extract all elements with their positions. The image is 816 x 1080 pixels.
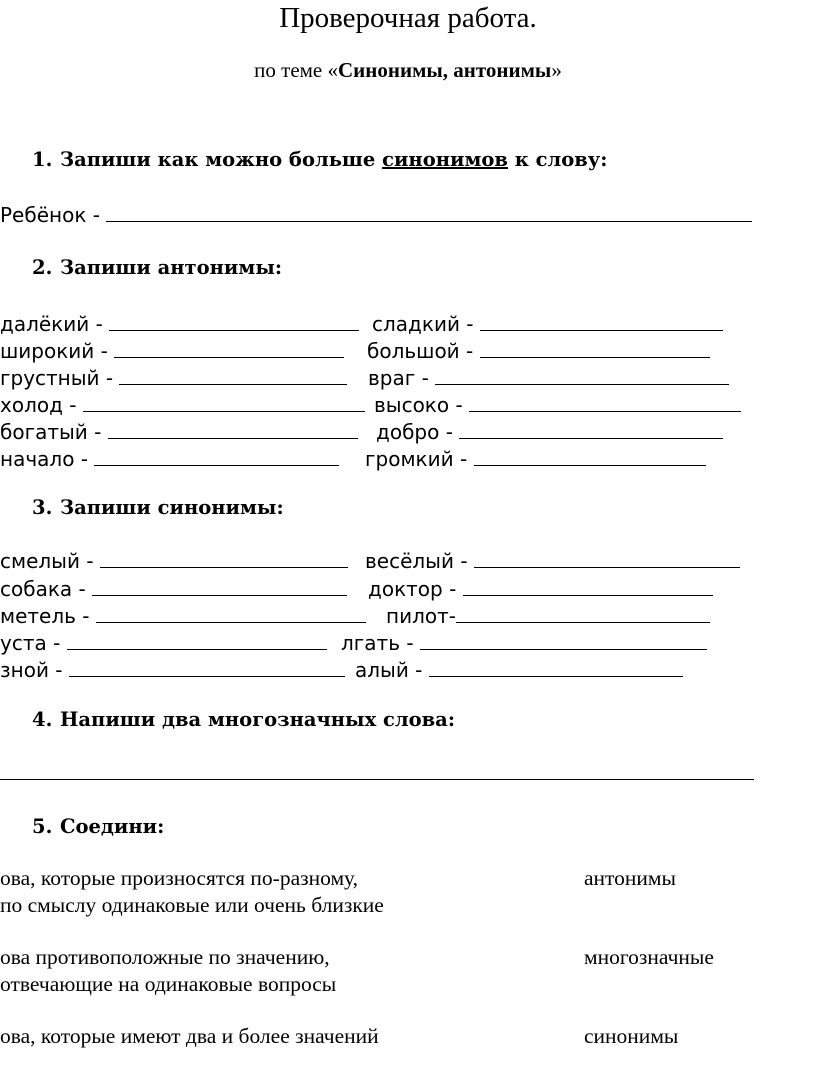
task2-left-row: [0, 364, 347, 390]
task2-left-row: [0, 310, 359, 336]
task3-right-blank[interactable]: [429, 656, 683, 677]
task1-text-after: к слову:: [507, 148, 608, 171]
task2-right-blank[interactable]: [474, 445, 706, 466]
task2-right-blank[interactable]: [469, 391, 741, 412]
task3-left-row: [0, 656, 345, 682]
task3-left-word: смелый -: [0, 549, 94, 573]
task3-left-blank[interactable]: [100, 547, 348, 568]
task2-right-row: [367, 337, 710, 363]
task3-right-row: [386, 602, 710, 628]
task2-left-blank[interactable]: [109, 310, 359, 331]
task2-right-blank[interactable]: [435, 364, 729, 385]
task3-right-blank[interactable]: [463, 575, 713, 596]
task5-heading: [32, 815, 164, 838]
subtitle-prefix: по теме «: [254, 58, 339, 82]
task2-left-row: [0, 391, 365, 417]
subtitle-topic: Синонимы, антонимы: [338, 58, 552, 82]
definition-line: ова, которые имеют два и более значений: [0, 1024, 379, 1048]
task2-right-row: [368, 364, 729, 390]
task2-left-word: холод -: [0, 393, 77, 417]
task3-left-word: зной -: [0, 658, 63, 682]
task5-number: 5.: [32, 815, 53, 838]
task3-right-blank[interactable]: [420, 629, 707, 650]
task2-right-blank[interactable]: [480, 310, 723, 331]
term-synonyms[interactable]: синонимы: [584, 1024, 679, 1048]
task2-left-blank[interactable]: [108, 418, 358, 439]
definition-line: по смыслу одинаковые или очень близкие: [0, 893, 384, 917]
term-polysemous[interactable]: многозначные: [584, 945, 714, 969]
task2-heading: [32, 256, 282, 279]
task3-left-blank[interactable]: [96, 602, 366, 623]
task3-left-row: [0, 547, 348, 573]
task5-heading-text: Соедини:: [60, 815, 165, 838]
task3-right-blank[interactable]: [456, 602, 710, 623]
task1-text-before: Запиши как можно больше: [60, 148, 383, 171]
task2-right-row: [376, 418, 723, 444]
task3-right-word: пилот-: [386, 604, 456, 628]
task3-right-blank[interactable]: [474, 547, 740, 568]
task3-left-blank[interactable]: [67, 629, 327, 650]
task1-heading: [32, 148, 607, 171]
task4-heading: [32, 708, 455, 731]
task2-right-word: большой -: [367, 339, 474, 363]
task2-left-word: грустный -: [0, 366, 114, 390]
task2-right-row: [365, 445, 706, 471]
task1-word: Ребёнок -: [0, 203, 100, 227]
term-antonyms[interactable]: антонимы: [584, 866, 676, 890]
task2-right-word: сладкий -: [372, 312, 474, 336]
task3-left-word: уста -: [0, 631, 61, 655]
definition-line: отвечающие на одинаковые вопросы: [0, 972, 337, 996]
task3-heading: [32, 496, 284, 519]
task2-left-word: богатый -: [0, 420, 102, 444]
task2-right-word: враг -: [368, 366, 429, 390]
subtitle-suffix: »: [551, 58, 562, 82]
definition-line: ова, которые произносятся по-разному,: [0, 866, 359, 890]
task2-right-word: добро -: [376, 420, 453, 444]
task2-left-word: далёкий -: [0, 312, 103, 336]
task3-right-word: весёлый -: [365, 549, 468, 573]
task3-number: 3.: [32, 496, 53, 519]
task3-right-row: [365, 547, 740, 573]
task2-left-word: широкий -: [0, 339, 108, 363]
task2-right-blank[interactable]: [459, 418, 723, 439]
task2-left-blank[interactable]: [114, 337, 344, 358]
task1-row: [0, 201, 752, 227]
task2-left-blank[interactable]: [94, 445, 339, 466]
task2-heading-text: Запиши антонимы:: [60, 256, 283, 279]
page-subtitle: [0, 58, 816, 83]
task3-heading-text: Запиши синонимы:: [60, 496, 284, 519]
task3-right-word: доктор -: [368, 577, 457, 601]
task2-left-row: [0, 445, 339, 471]
task2-right-row: [374, 391, 741, 417]
task3-left-blank[interactable]: [92, 575, 347, 596]
task1-keyword: синонимов: [382, 148, 508, 171]
task2-left-row: [0, 418, 358, 444]
task2-left-blank[interactable]: [119, 364, 347, 385]
task3-left-blank[interactable]: [69, 656, 345, 677]
task3-left-row: [0, 575, 347, 601]
task2-left-row: [0, 337, 344, 363]
definition-line: ова противоположные по значению,: [0, 945, 330, 969]
task4-answer-line[interactable]: [0, 779, 754, 780]
page-title: Проверочная работа.: [279, 2, 537, 34]
task2-right-word: высоко -: [374, 393, 463, 417]
task2-number: 2.: [32, 256, 53, 279]
task3-right-word: алый -: [355, 658, 423, 682]
task2-left-word: начало -: [0, 447, 88, 471]
task2-right-blank[interactable]: [480, 337, 710, 358]
task3-right-row: [355, 656, 683, 682]
task3-left-word: собака -: [0, 577, 86, 601]
task3-right-row: [341, 629, 707, 655]
task3-right-word: лгать -: [341, 631, 414, 655]
task2-right-word: громкий -: [365, 447, 468, 471]
task1-number: 1.: [32, 148, 53, 171]
task4-heading-text: Напиши два многозначных слова:: [60, 708, 456, 731]
task2-left-blank[interactable]: [83, 391, 365, 412]
task2-right-row: [372, 310, 723, 336]
task3-left-row: [0, 602, 366, 628]
task3-right-row: [368, 575, 713, 601]
task3-left-row: [0, 629, 327, 655]
task3-left-word: метель -: [0, 604, 90, 628]
task4-number: 4.: [32, 708, 53, 731]
task1-answer-blank[interactable]: [106, 201, 752, 222]
